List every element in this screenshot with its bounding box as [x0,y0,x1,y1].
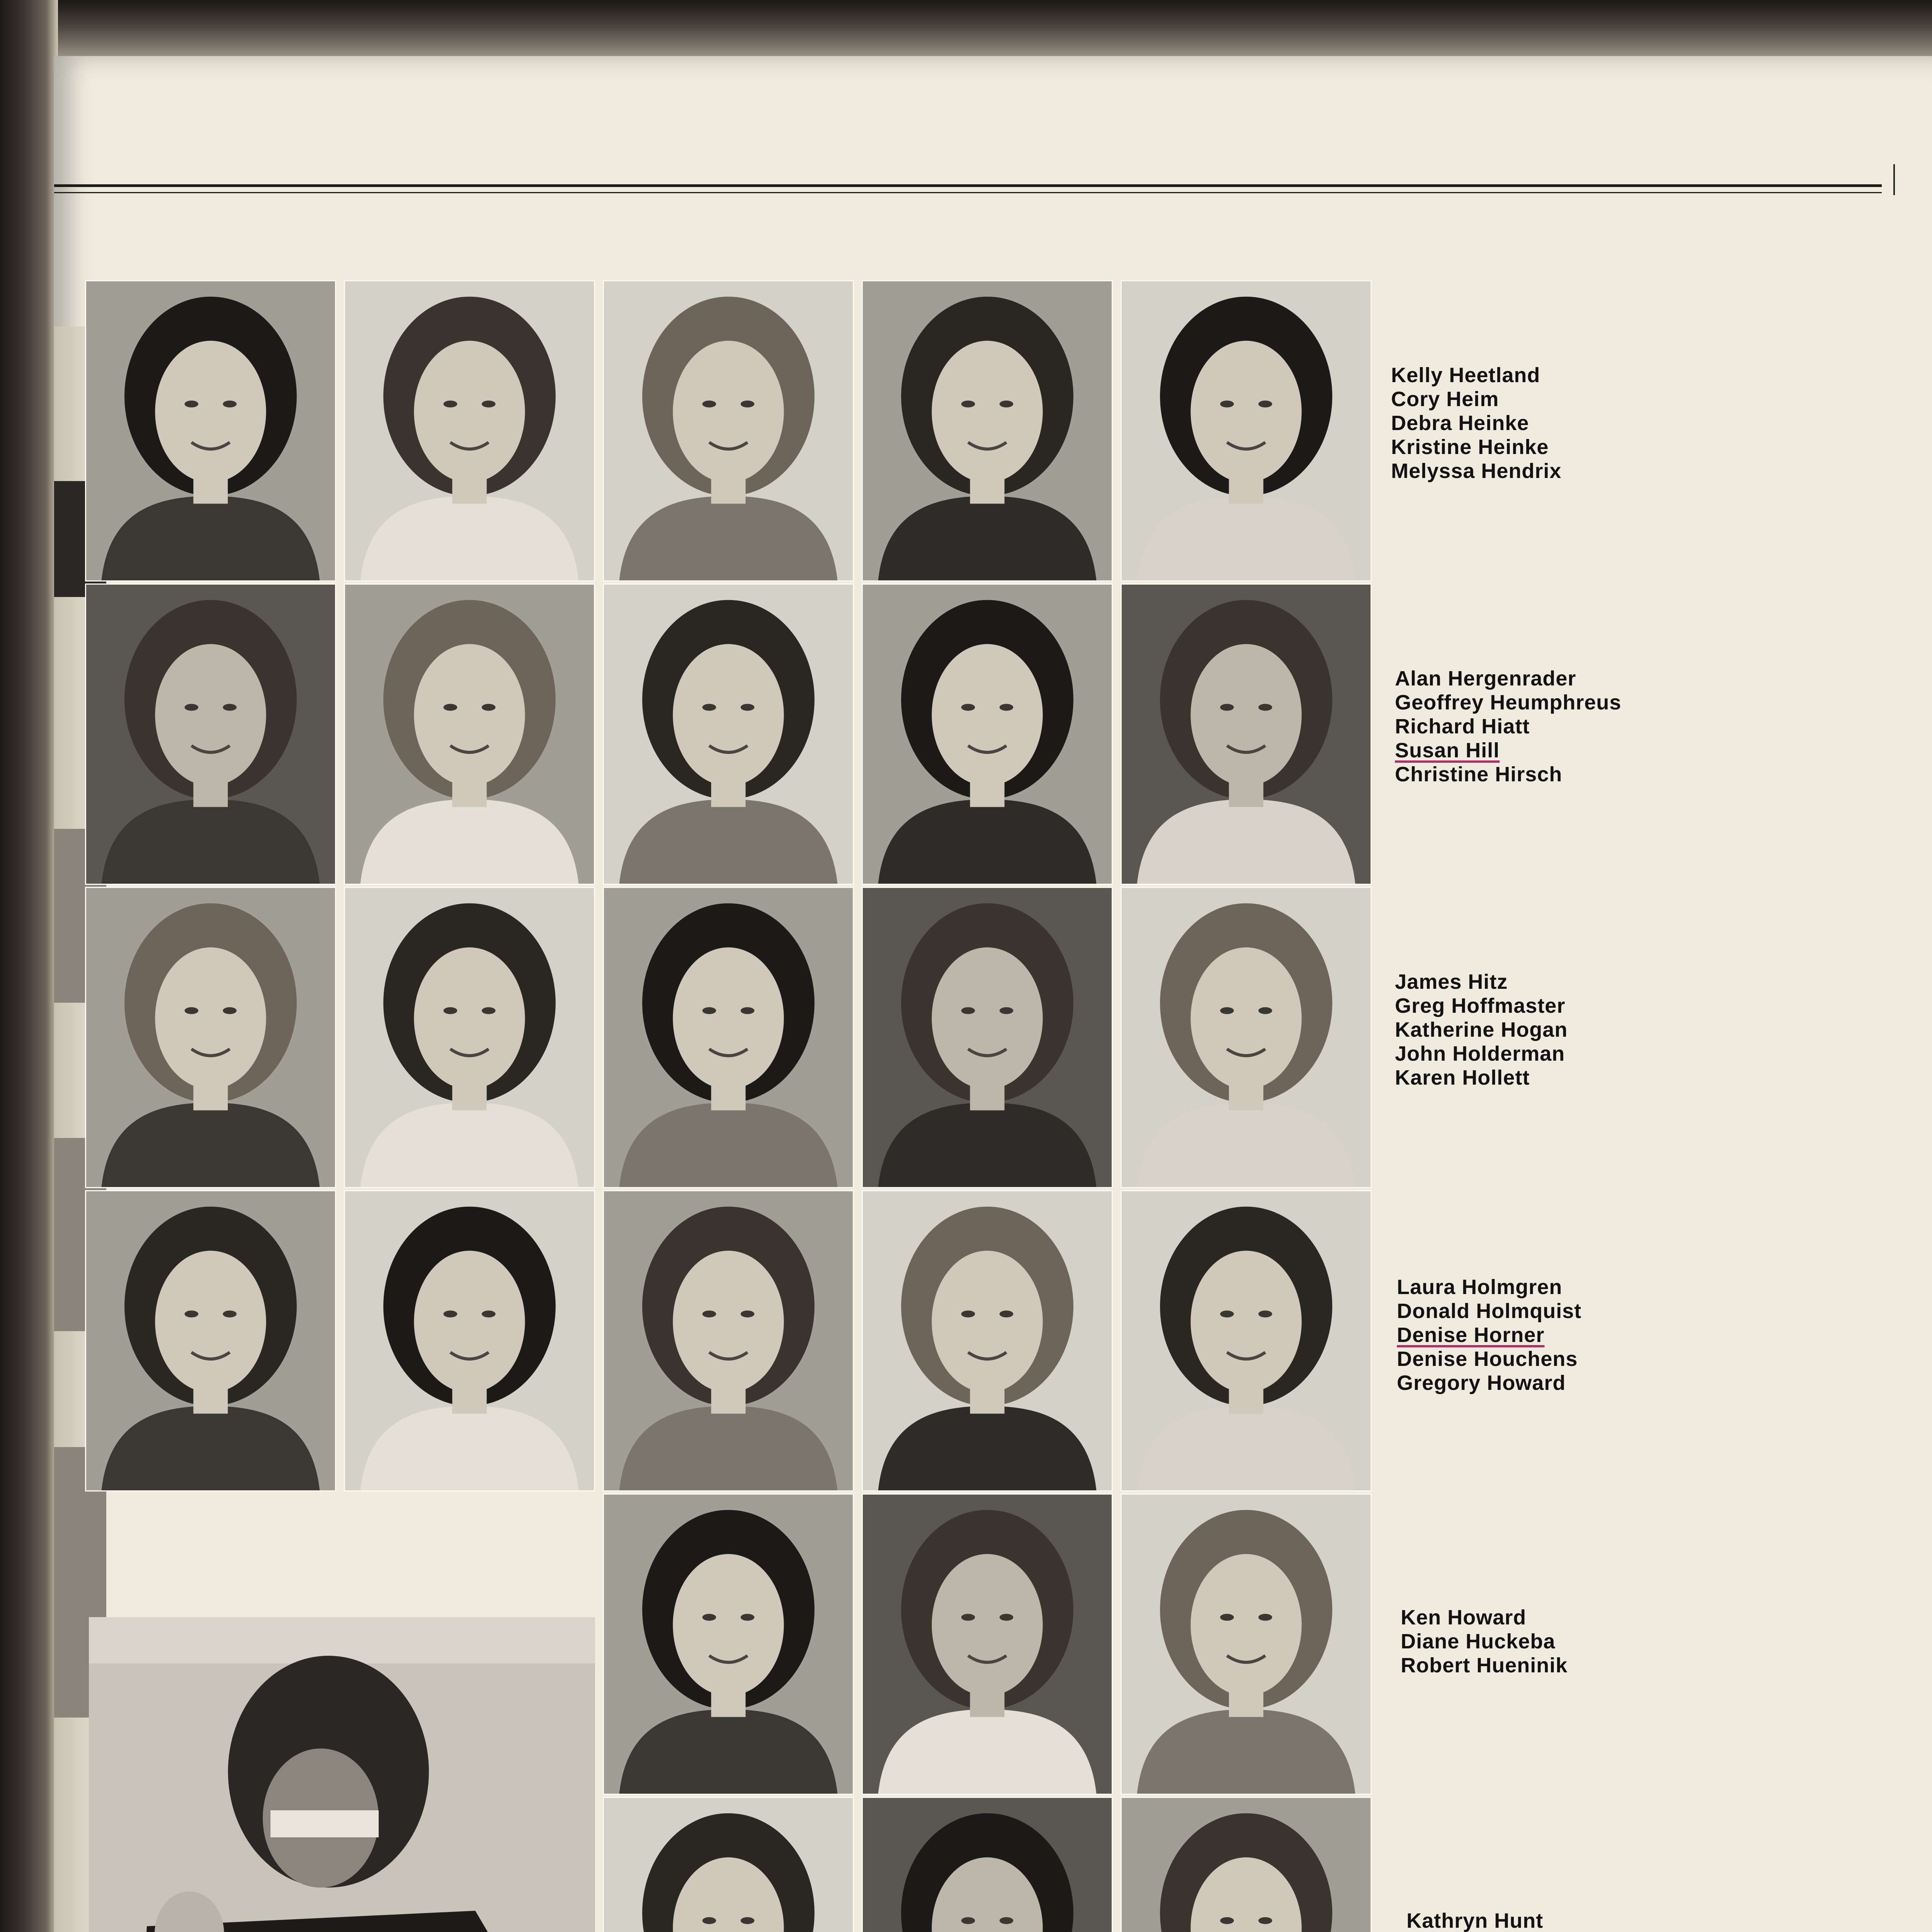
portrait-photo [862,1493,1113,1795]
portrait-photo [603,280,854,582]
portrait-silhouette [863,1798,1112,1932]
student-name: Kathryn Hunt [1406,1909,1543,1932]
portrait-silhouette [863,1191,1112,1490]
book-top-edge [0,0,1932,58]
portrait-silhouette [604,585,853,884]
student-name: Richard Hiatt [1395,715,1530,738]
portrait-silhouette [345,281,594,580]
header-rule [54,184,1882,187]
student-name: Gregory Howard [1397,1371,1566,1395]
header-rule-mark [1893,164,1895,195]
student-name: Katherine Hogan [1395,1018,1568,1041]
student-name: John Holderman [1395,1042,1565,1065]
student-name: Karen Hollett [1395,1066,1530,1089]
header-rule-thin [54,192,1882,193]
portrait-silhouette [86,585,335,884]
portrait-silhouette [1122,888,1371,1187]
portrait-silhouette [604,281,853,580]
student-name: Laura Holmgren [1397,1276,1563,1299]
portrait-photo [1121,1190,1372,1492]
portrait-silhouette [604,1191,853,1490]
candid-photo [89,1617,595,1932]
book-spine [0,0,58,1932]
portrait-silhouette [1122,1798,1371,1932]
portrait-photo [85,583,336,885]
portrait-silhouette [1122,585,1371,884]
portrait-silhouette [863,1495,1112,1794]
portrait-photo [603,583,854,885]
portrait-photo [862,887,1113,1188]
name-list [1391,363,1561,483]
student-name: Donald Holmquist [1397,1299,1582,1323]
portrait-silhouette [863,585,1112,884]
portrait-photo [1121,1493,1372,1795]
portrait-photo [1121,887,1372,1188]
portrait-photo [862,1190,1113,1492]
student-name: Kelly Heetland [1391,364,1541,387]
portrait-silhouette [1122,1495,1371,1794]
portrait-photo [344,887,595,1188]
portrait-silhouette [1122,281,1371,580]
student-name: Ken Howard [1401,1606,1527,1629]
portrait-photo [603,887,854,1188]
student-name-underlined: Susan Hill [1395,739,1500,762]
name-list [1397,1275,1582,1395]
name-list [1406,1909,1561,1932]
portrait-silhouette [604,1495,853,1794]
portrait-photo [85,280,336,582]
portrait-photo [1121,1797,1372,1932]
student-name: Debra Heinke [1391,412,1529,435]
portrait-photo [603,1190,854,1492]
student-name: Diane Huckeba [1401,1630,1556,1653]
portrait-photo [862,280,1113,582]
portrait-photo [1121,583,1372,885]
portrait-photo [862,583,1113,885]
portrait-silhouette [86,888,335,1187]
portrait-silhouette [345,888,594,1187]
student-name: Geoffrey Heumphreus [1395,691,1622,714]
student-name: Cory Heim [1391,388,1499,411]
name-list [1401,1605,1568,1677]
portrait-silhouette [86,1191,335,1490]
portrait-photo [344,583,595,885]
name-list [1395,667,1621,786]
yearbook-page [54,56,1932,1932]
portrait-silhouette [863,281,1112,580]
candid-photo-image [89,1617,595,1932]
portrait-photo [344,280,595,582]
portrait-silhouette [604,888,853,1187]
portrait-photo [344,1190,595,1492]
portrait-photo [85,887,336,1188]
student-name: Melyssa Hendrix [1391,459,1562,483]
portrait-silhouette [1122,1191,1371,1490]
portrait-photo [1121,280,1372,582]
student-name: Christine Hirsch [1395,763,1563,786]
portrait-photo [85,1190,336,1492]
portrait-photo [603,1493,854,1795]
student-name: Alan Hergenrader [1395,667,1577,690]
student-name: Kristine Heinke [1391,435,1549,459]
student-name: Robert Hueninik [1401,1654,1568,1677]
student-name: Denise Houchens [1397,1347,1578,1371]
portrait-silhouette [345,1191,594,1490]
portrait-silhouette [345,585,594,884]
portrait-photo [603,1797,854,1932]
student-name: James Hitz [1395,970,1508,993]
portrait-photo [862,1797,1113,1932]
portrait-silhouette [86,281,335,580]
portrait-silhouette [604,1798,853,1932]
portrait-silhouette [863,888,1112,1187]
name-list [1395,970,1568,1090]
student-name-underlined: Denise Horner [1397,1323,1545,1347]
student-name: Greg Hoffmaster [1395,994,1566,1017]
